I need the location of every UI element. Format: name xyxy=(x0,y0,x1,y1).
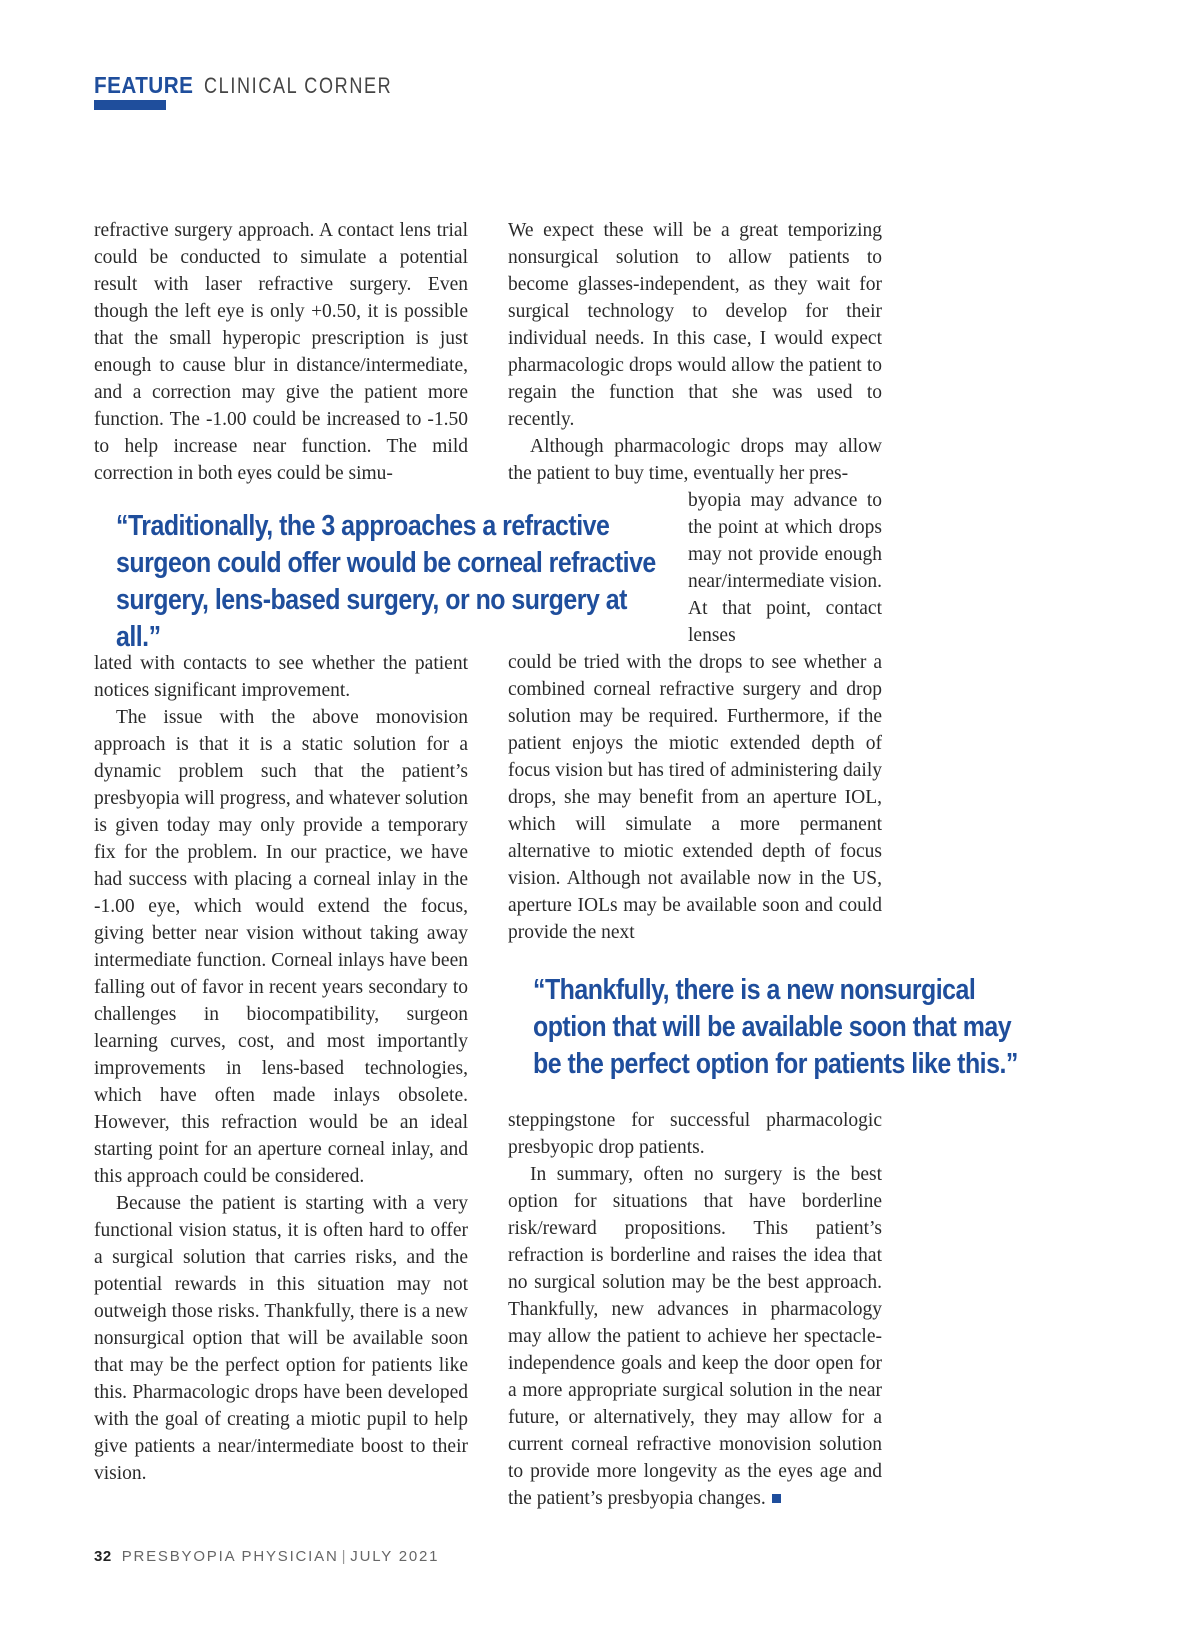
column-2-middle xyxy=(508,649,882,946)
issue-date: JULY 2021 xyxy=(350,1548,440,1565)
column-2-bottom xyxy=(508,1107,882,1512)
feature-kicker: FEATURE xyxy=(94,72,194,98)
paragraph: Although pharmacologic drops may allow the patient to buy time, eventually her pres- xyxy=(508,436,882,484)
header-accent-bar xyxy=(94,100,166,110)
pull-quote-1: “Traditionally, the 3 approaches a refractive surgeon could offer would be corneal refractive surgery, lens-based surgery, or no surgery at all.” xyxy=(116,510,656,653)
footer-separator: | xyxy=(341,1548,348,1565)
paragraph: lated with contacts to see whether the patient notices significant improvement. xyxy=(94,653,468,701)
publication-name: PRESBYOPIA PHYSICIAN xyxy=(121,1548,339,1565)
paragraph: We expect these will be a great temporizing nonsurgical solution to allow patients to become glasses-independent, as they wait for surgical technology to develop for their individual needs. In this case, I would expect pharmacologic drops would allow the patient to regain the function that she was used to recently. xyxy=(508,220,882,430)
paragraph: byopia may advance to the point at which drops may not provide enough near/intermediate vision. At that point, contact lenses xyxy=(688,490,882,646)
pull-quote-2: “Thankfully, there is a new nonsurgical option that will be available soon that may be the perfect option for patients like this.” xyxy=(533,974,1018,1080)
column-2-narrow xyxy=(688,487,882,649)
column-1-top xyxy=(94,217,468,487)
section-label: CLINICAL CORNER xyxy=(204,73,393,98)
paragraph: could be tried with the drops to see whether a combined corneal refractive surgery and drop solution may be required. Furthermore, if the patient enjoys the miotic extended depth of focus vision but has tired of administering daily drops, she may benefit from an aperture IOL, which will simulate a more permanent alternative to miotic extended depth of focus vision. Although not available now in the US, aperture IOLs may be available soon and could provide the next xyxy=(508,652,882,943)
paragraph: steppingstone for successful pharmacologic presbyopic drop patients. xyxy=(508,1110,882,1158)
paragraph: The issue with the above monovision approach is that it is a static solution for a dynamic problem such that the patient’s presbyopia will progress, and whatever solution is given today may only provide a temporary fix for the problem. In our practice, we have had success with placing a corneal inlay in the -1.00 eye, which would extend the focus, giving better near vision without taking away intermediate function. Corneal inlays have been falling out of favor in recent years secondary to challenges in biocompatibility, surgeon learning curves, cost, and most importantly improvements in lens-based technologies, which have often made inlays obsolete. However, this refraction would be an ideal starting point for an aperture corneal inlay, and this approach could be considered. xyxy=(94,707,468,1187)
column-2-top xyxy=(508,217,882,487)
paragraph: refractive surgery approach. A contact lens trial could be conducted to simulate a potential result with laser refractive surgery. Even though the left eye is only +0.50, it is possible that the small hyperopic prescription is just enough to cause blur in distance/intermediate, and a correction may give the patient more function. The -1.00 could be increased to -1.50 to help increase near function. The mild correction in both eyes could be simu- xyxy=(94,220,468,484)
closing-paragraph-text: In summary, often no surgery is the best option for situations that have borderline risk/reward propositions. This patient’s refraction is borderline and raises the idea that no surgical solution may be the best approach. Thankfully, new advances in pharmacology may allow the patient to achieve her spectacle-independence goals and keep the door open for a more appropriate surgical solution in the near future, or alternatively, they may allow for a current corneal refractive monovision solution to provide more longevity as the eyes age and the patient’s presbyopia changes. xyxy=(508,1164,882,1509)
column-1-bottom xyxy=(94,650,468,1487)
page-footer xyxy=(94,1548,439,1565)
end-mark-icon xyxy=(772,1494,781,1503)
page-number: 32 xyxy=(94,1548,112,1565)
paragraph xyxy=(508,1161,882,1512)
section-header xyxy=(94,72,434,112)
paragraph: Because the patient is starting with a very functional vision status, it is often hard to offer a surgical solution that carries risks, and the potential rewards in this situation may not outweigh those risks. Thankfully, there is a new nonsurgical option that will be available soon that may be the perfect option for patients like this. Pharmacologic drops have been developed with the goal of creating a miotic pupil to help give patients a near/intermediate boost to their vision. xyxy=(94,1193,468,1484)
